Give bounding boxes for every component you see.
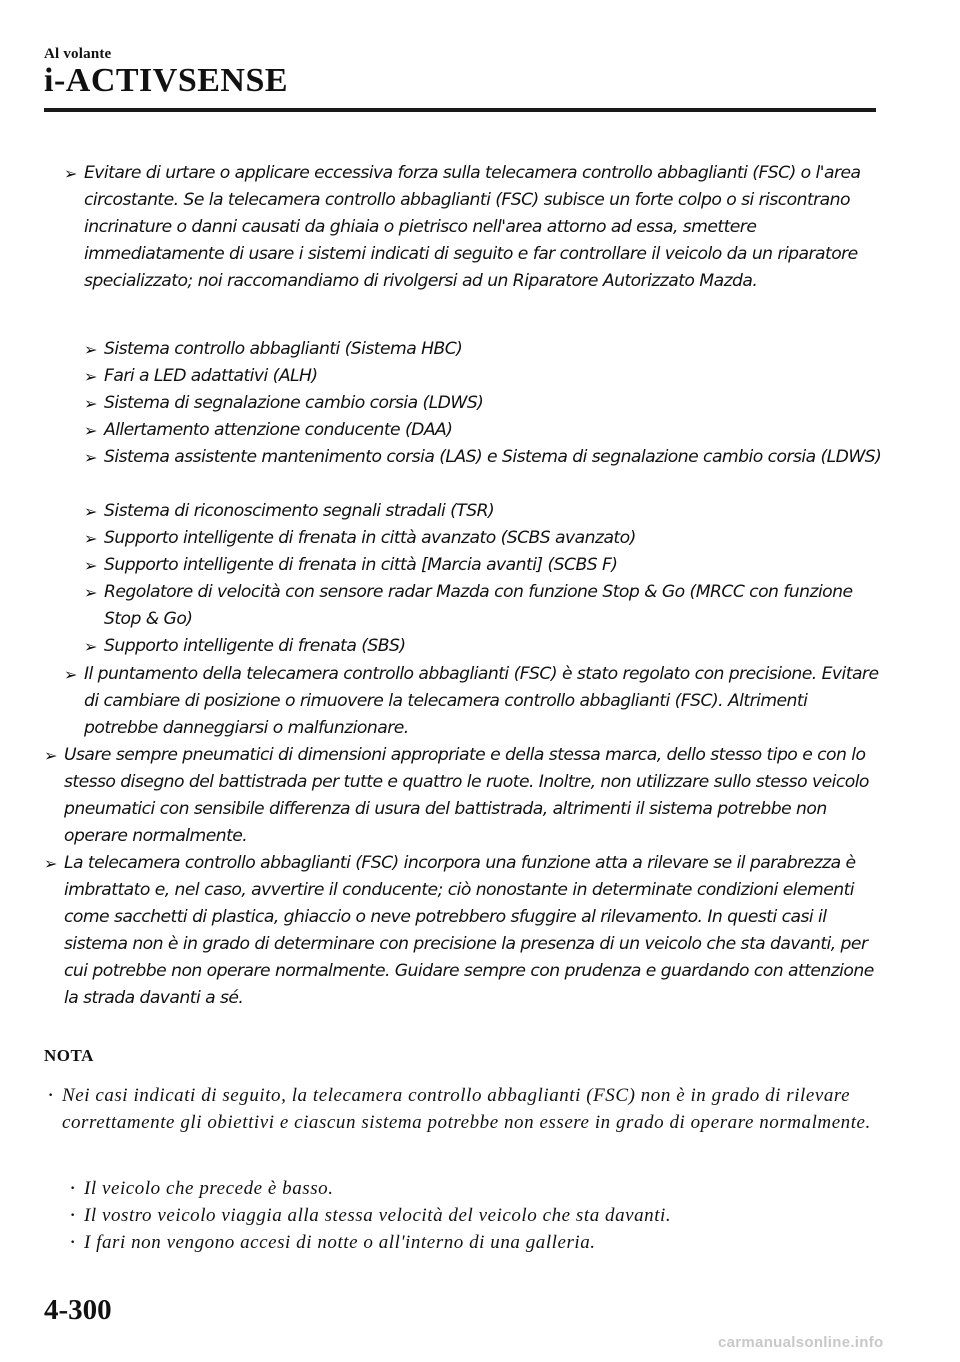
- warning-item: [44, 850, 884, 1012]
- arrow-bullet-icon: ➢: [84, 421, 97, 440]
- arrow-bullet-icon: ➢: [84, 637, 97, 656]
- warning-text: Evitare di urtare o applicare eccessiva forza sulla telecamera controllo abbaglianti (FSC) o l'area circostante. Se la telecamera controllo abbaglianti (FSC) subisce un forte colpo o si riscontrano incrinature o danni causati da ghiaia o pietrisco nell'area attorno ad essa, smettere immediatamente di usare i sistemi indicati di seguito e far controllare il veicolo da un riparatore specializzato; noi raccomandiamo di rivolgersi ad un Riparatore Autorizzato Mazda.: [84, 163, 861, 291]
- arrow-bullet-icon: ➢: [84, 556, 97, 575]
- warning-subitem-text: Supporto intelligente di frenata (SBS): [104, 636, 406, 656]
- warning-item: [64, 661, 884, 742]
- arrow-bullet-icon: ➢: [44, 854, 57, 873]
- warning-subitem: [84, 633, 884, 660]
- section-label: Al volante: [44, 46, 112, 62]
- bullet-dot-icon: ·: [70, 1234, 76, 1251]
- arrow-bullet-icon: ➢: [84, 340, 97, 359]
- warning-subitem-text: Sistema di segnalazione cambio corsia (LDWS): [104, 393, 484, 413]
- warning-subitem-text: Allertamento attenzione conducente (DAA): [104, 420, 453, 440]
- warning-text: La telecamera controllo abbaglianti (FSC) incorpora una funzione atta a rilevare se il parabrezza è imbrattato e, nel caso, avvertire il conducente; ciò nonostante in determinate condizioni elementi come sacchetti di plastica, ghiaccio o neve potrebbero sfuggire al rilevamento. In questi casi il sistema non è in grado di determinare con precisione la presenza di un veicolo che sta davanti, per cui potrebbe non operare normalmente. Guidare sempre con prudenza e guardando con attenzione la strada davanti a sé.: [64, 853, 874, 1008]
- warning-subitem-text: Sistema controllo abbaglianti (Sistema HBC): [104, 339, 463, 359]
- arrow-bullet-icon: ➢: [84, 448, 97, 467]
- warning-subitem: [84, 336, 884, 363]
- warning-subitem: [84, 390, 884, 417]
- bullet-dot-icon: ·: [70, 1180, 76, 1197]
- arrow-bullet-icon: ➢: [84, 502, 97, 521]
- warning-item: [44, 742, 884, 850]
- arrow-bullet-icon: ➢: [64, 665, 77, 684]
- arrow-bullet-icon: ➢: [84, 583, 97, 602]
- warning-text: Usare sempre pneumatici di dimensioni appropriate e della stessa marca, dello stesso tipo e con lo stesso disegno del battistrada per tutte e quattro le ruote. Inoltre, non utilizzare sullo stesso veicolo pneumatici con sensibile differenza di usura del battistrada, altrimenti il sistema potrebbe non operare normalmente.: [64, 745, 869, 846]
- note-heading: NOTA: [44, 1046, 94, 1065]
- warning-subitem: [84, 579, 884, 633]
- arrow-bullet-icon: ➢: [64, 164, 77, 183]
- warning-text: Il puntamento della telecamera controllo abbaglianti (FSC) è stato regolato con precisione. Evitare di cambiare di posizione o rimuovere la telecamera controllo abbaglianti (FSC). Altrimenti potrebbe danneggiarsi o malfunzionare.: [84, 664, 879, 738]
- note-subitem: [64, 1229, 874, 1256]
- warning-subitem: [84, 444, 884, 471]
- note-subitem: [64, 1202, 874, 1229]
- bullet-dot-icon: ·: [70, 1207, 76, 1224]
- arrow-bullet-icon: ➢: [44, 746, 57, 765]
- warning-subitem: [84, 525, 884, 552]
- warning-subitem: [84, 363, 884, 390]
- note-subitem: [64, 1175, 874, 1202]
- arrow-bullet-icon: ➢: [84, 529, 97, 548]
- note-subitem-text: Il veicolo che precede è basso.: [84, 1178, 334, 1199]
- note-item: [44, 1082, 874, 1136]
- warning-subitem-text: Fari a LED adattativi (ALH): [104, 366, 318, 386]
- warning-subitem: [84, 417, 884, 444]
- warning-subitem-text: Sistema di riconoscimento segnali stradali (TSR): [104, 501, 495, 521]
- warning-subitem-text: Supporto intelligente di frenata in città avanzato (SCBS avanzato): [104, 528, 636, 548]
- note-subitem-text: Il vostro veicolo viaggia alla stessa velocità del veicolo che sta davanti.: [84, 1205, 672, 1226]
- warning-subitem: [84, 498, 884, 525]
- note-text: Nei casi indicati di seguito, la telecamera controllo abbaglianti (FSC) non è in grado di rilevare correttamente gli obiettivi e ciascun sistema potrebbe non essere in grado di operare normalmente.: [62, 1085, 871, 1133]
- warning-subitem-text: Regolatore di velocità con sensore radar Mazda con funzione Stop & Go (MRCC con funzione Stop & Go): [104, 582, 853, 629]
- header-divider: [44, 108, 876, 112]
- warning-subitem: [84, 552, 884, 579]
- warning-item: [64, 160, 884, 295]
- page-number: 4-300: [44, 1294, 112, 1326]
- page-title: i-ACTIVSENSE: [44, 62, 289, 99]
- arrow-bullet-icon: ➢: [84, 394, 97, 413]
- arrow-bullet-icon: ➢: [84, 367, 97, 386]
- bullet-dot-icon: ·: [48, 1087, 54, 1104]
- watermark: carmanualsonline.info: [718, 1334, 884, 1351]
- warning-subitem-text: Sistema assistente mantenimento corsia (LAS) e Sistema di segnalazione cambio corsia (LDWS): [104, 447, 882, 467]
- warning-subitem-text: Supporto intelligente di frenata in città [Marcia avanti] (SCBS F): [104, 555, 618, 575]
- note-subitem-text: I fari non vengono accesi di notte o all'interno di una galleria.: [84, 1232, 596, 1253]
